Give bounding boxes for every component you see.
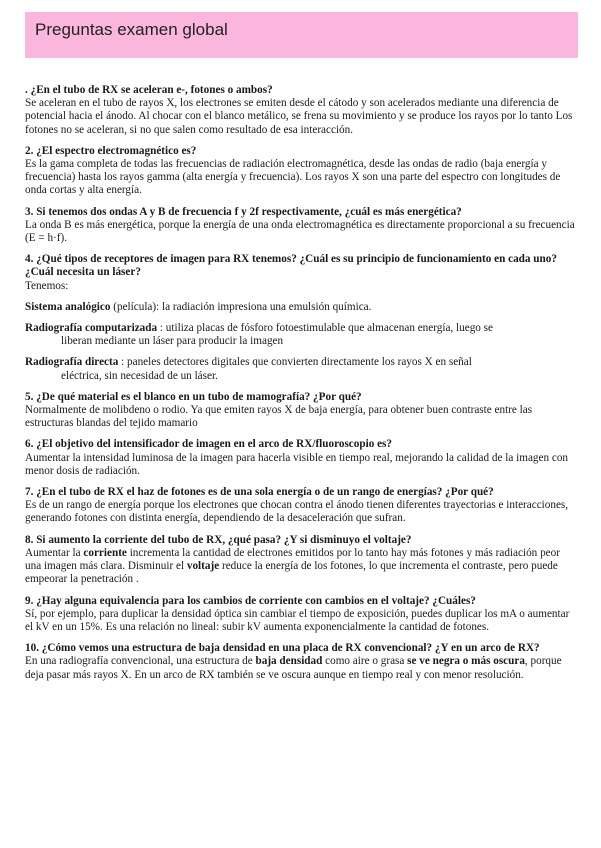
answer-part: Aumentar la <box>25 546 84 559</box>
receptor-desc: : utiliza placas de fósforo fotoestimulable que almacenan energía, luego se <box>157 322 493 335</box>
answer-part: En una radiografía convencional, una estructura de <box>25 655 256 668</box>
question-7 <box>25 486 578 526</box>
answer-text: Es de un rango de energía porque los electrones que chocan contra el ánodo tienen diferentes trayectorias e interacciones, generando fotones con distinta energía, dependiendo de la desaceleración que sufran. <box>25 499 569 525</box>
answer-part: como aire o grasa <box>322 655 408 668</box>
answer-part: , porque deja pasar más rayos X. En un arco de RX también se ve oscura aunque en tiempo real y con menor resolución. <box>25 655 562 681</box>
receptor-term: Sistema analógico <box>25 300 111 313</box>
answer-text: La onda B es más energética, porque la energía de una onda electromagnética es directamente proporcional a su frecuencia (E = h·f). <box>25 218 575 245</box>
receptor-term: Radiografía directa <box>25 356 119 369</box>
answer-text <box>25 655 578 681</box>
question-title: . ¿En el tubo de RX se aceleran e-, fotones o ambos? <box>25 84 273 96</box>
answer-text: Es la gama completa de todas las frecuencias de radiación electromagnética, desde las ondas de radio (baja energía y frecuencia) hasta los rayos gamma (alta energía y frecuencia). Los rayos X son una parte del espectro con longitudes de onda cortas y alta energía. <box>25 158 561 197</box>
question-10 <box>25 642 578 682</box>
answer-text: Aumentar la intensidad luminosa de la imagen para hacerla visible en tiempo real, mejorando la calidad de la imagen con menor dosis de radiación. <box>25 451 569 477</box>
receptor-item <box>25 356 578 382</box>
answer-emphasis: voltaje <box>186 560 220 573</box>
question-title: 5. ¿De qué material es el blanco en un tubo de mamografía? ¿Por qué? <box>25 390 362 403</box>
question-5 <box>25 391 578 431</box>
question-title: 6. ¿El objetivo del intensificador de imagen en el arco de RX/fluoroscopio es? <box>25 438 392 451</box>
receptor-desc-cont: eléctrica, sin necesidad de un láser. <box>61 369 218 382</box>
question-title: 10. ¿Cómo vemos una estructura de baja densidad en una placa de RX convencional? ¿Y en un arco de RX? <box>25 642 540 655</box>
answer-text: Tenemos: <box>25 279 69 292</box>
answer-part: reduce la energía de los fotones, lo que incrementa el contraste, pero puede empeorar la penetración . <box>25 560 558 586</box>
question-6 <box>25 438 578 478</box>
answer-part: incrementa la cantidad de electrones emitidos por lo tanto hay más fotones y más radiación peor una imagen más clara. Disminuir el <box>25 546 560 573</box>
question-title: 4. ¿Qué tipos de receptores de imagen para RX tenemos? ¿Cuál es su principio de funcionamiento en cada uno? ¿Cuál necesita un láser? <box>25 253 557 279</box>
answer-text: Sí, por ejemplo, para duplicar la densidad óptica sin cambiar el tiempo de exposición, puedes duplicar los mA o aumentar el kV en un 15%. Es una relación no lineal: subir kV aumenta exponencialmente la cantidad de fotones. <box>25 607 570 633</box>
answer-emphasis: baja densidad <box>255 655 323 668</box>
receptor-desc: : paneles detectores digitales que convierten directamente los rayos X en señal <box>118 356 472 369</box>
answer-text: Normalmente de molibdeno o rodio. Ya que emiten rayos X de baja energía, para obtener buen contraste entre las estructuras blandas del tejido mamario <box>25 404 533 430</box>
answer-text <box>25 547 578 587</box>
answer-emphasis: corriente <box>83 546 127 559</box>
question-title: 2. ¿El espectro electromagnético es? <box>25 144 197 157</box>
question-title: 9. ¿Hay alguna equivalencia para los cambios de corriente con cambios en el voltaje? ¿Cuáles? <box>25 594 476 607</box>
question-8 <box>25 534 578 587</box>
receptor-desc: (película): la radiación impresiona una emulsión química. <box>110 300 372 313</box>
question-title: 7. ¿En el tubo de RX el haz de fotones es de una sola energía o de un rango de energías? ¿Por qué? <box>25 486 494 499</box>
receptor-desc-cont: liberan mediante un láser para producir la imagen <box>61 335 284 348</box>
answer-text: Se aceleran en el tubo de rayos X, los electrones se emiten desde el cátodo y son acelerados mediante una diferencia de potencial hacia el ánodo. Al chocar con el blanco metálico, se frena su movimiento y se produce los rayos por lo tanto Los fotones no se aceleran, si no que salen como resultado de esa interacción. <box>25 97 573 136</box>
question-title: 3. Si tenemos dos ondas A y B de frecuencia f y 2f respectivamente, ¿cuál es más energética? <box>25 205 462 218</box>
question-3 <box>25 206 578 246</box>
question-9 <box>25 595 578 635</box>
receptor-item <box>25 322 578 348</box>
receptor-term: Radiografía computarizada <box>25 322 158 335</box>
questions-list <box>25 84 578 690</box>
answer-emphasis: se ve negra o más oscura <box>407 655 525 668</box>
question-4 <box>25 253 578 383</box>
receptor-item <box>25 301 578 314</box>
page-title: Preguntas examen global <box>35 20 228 39</box>
header-band <box>25 12 578 58</box>
question-2 <box>25 145 578 198</box>
question-title: 8. Si aumento la corriente del tubo de RX, ¿qué pasa? ¿Y si disminuyo el voltaje? <box>25 533 412 546</box>
question-1 <box>25 84 578 137</box>
